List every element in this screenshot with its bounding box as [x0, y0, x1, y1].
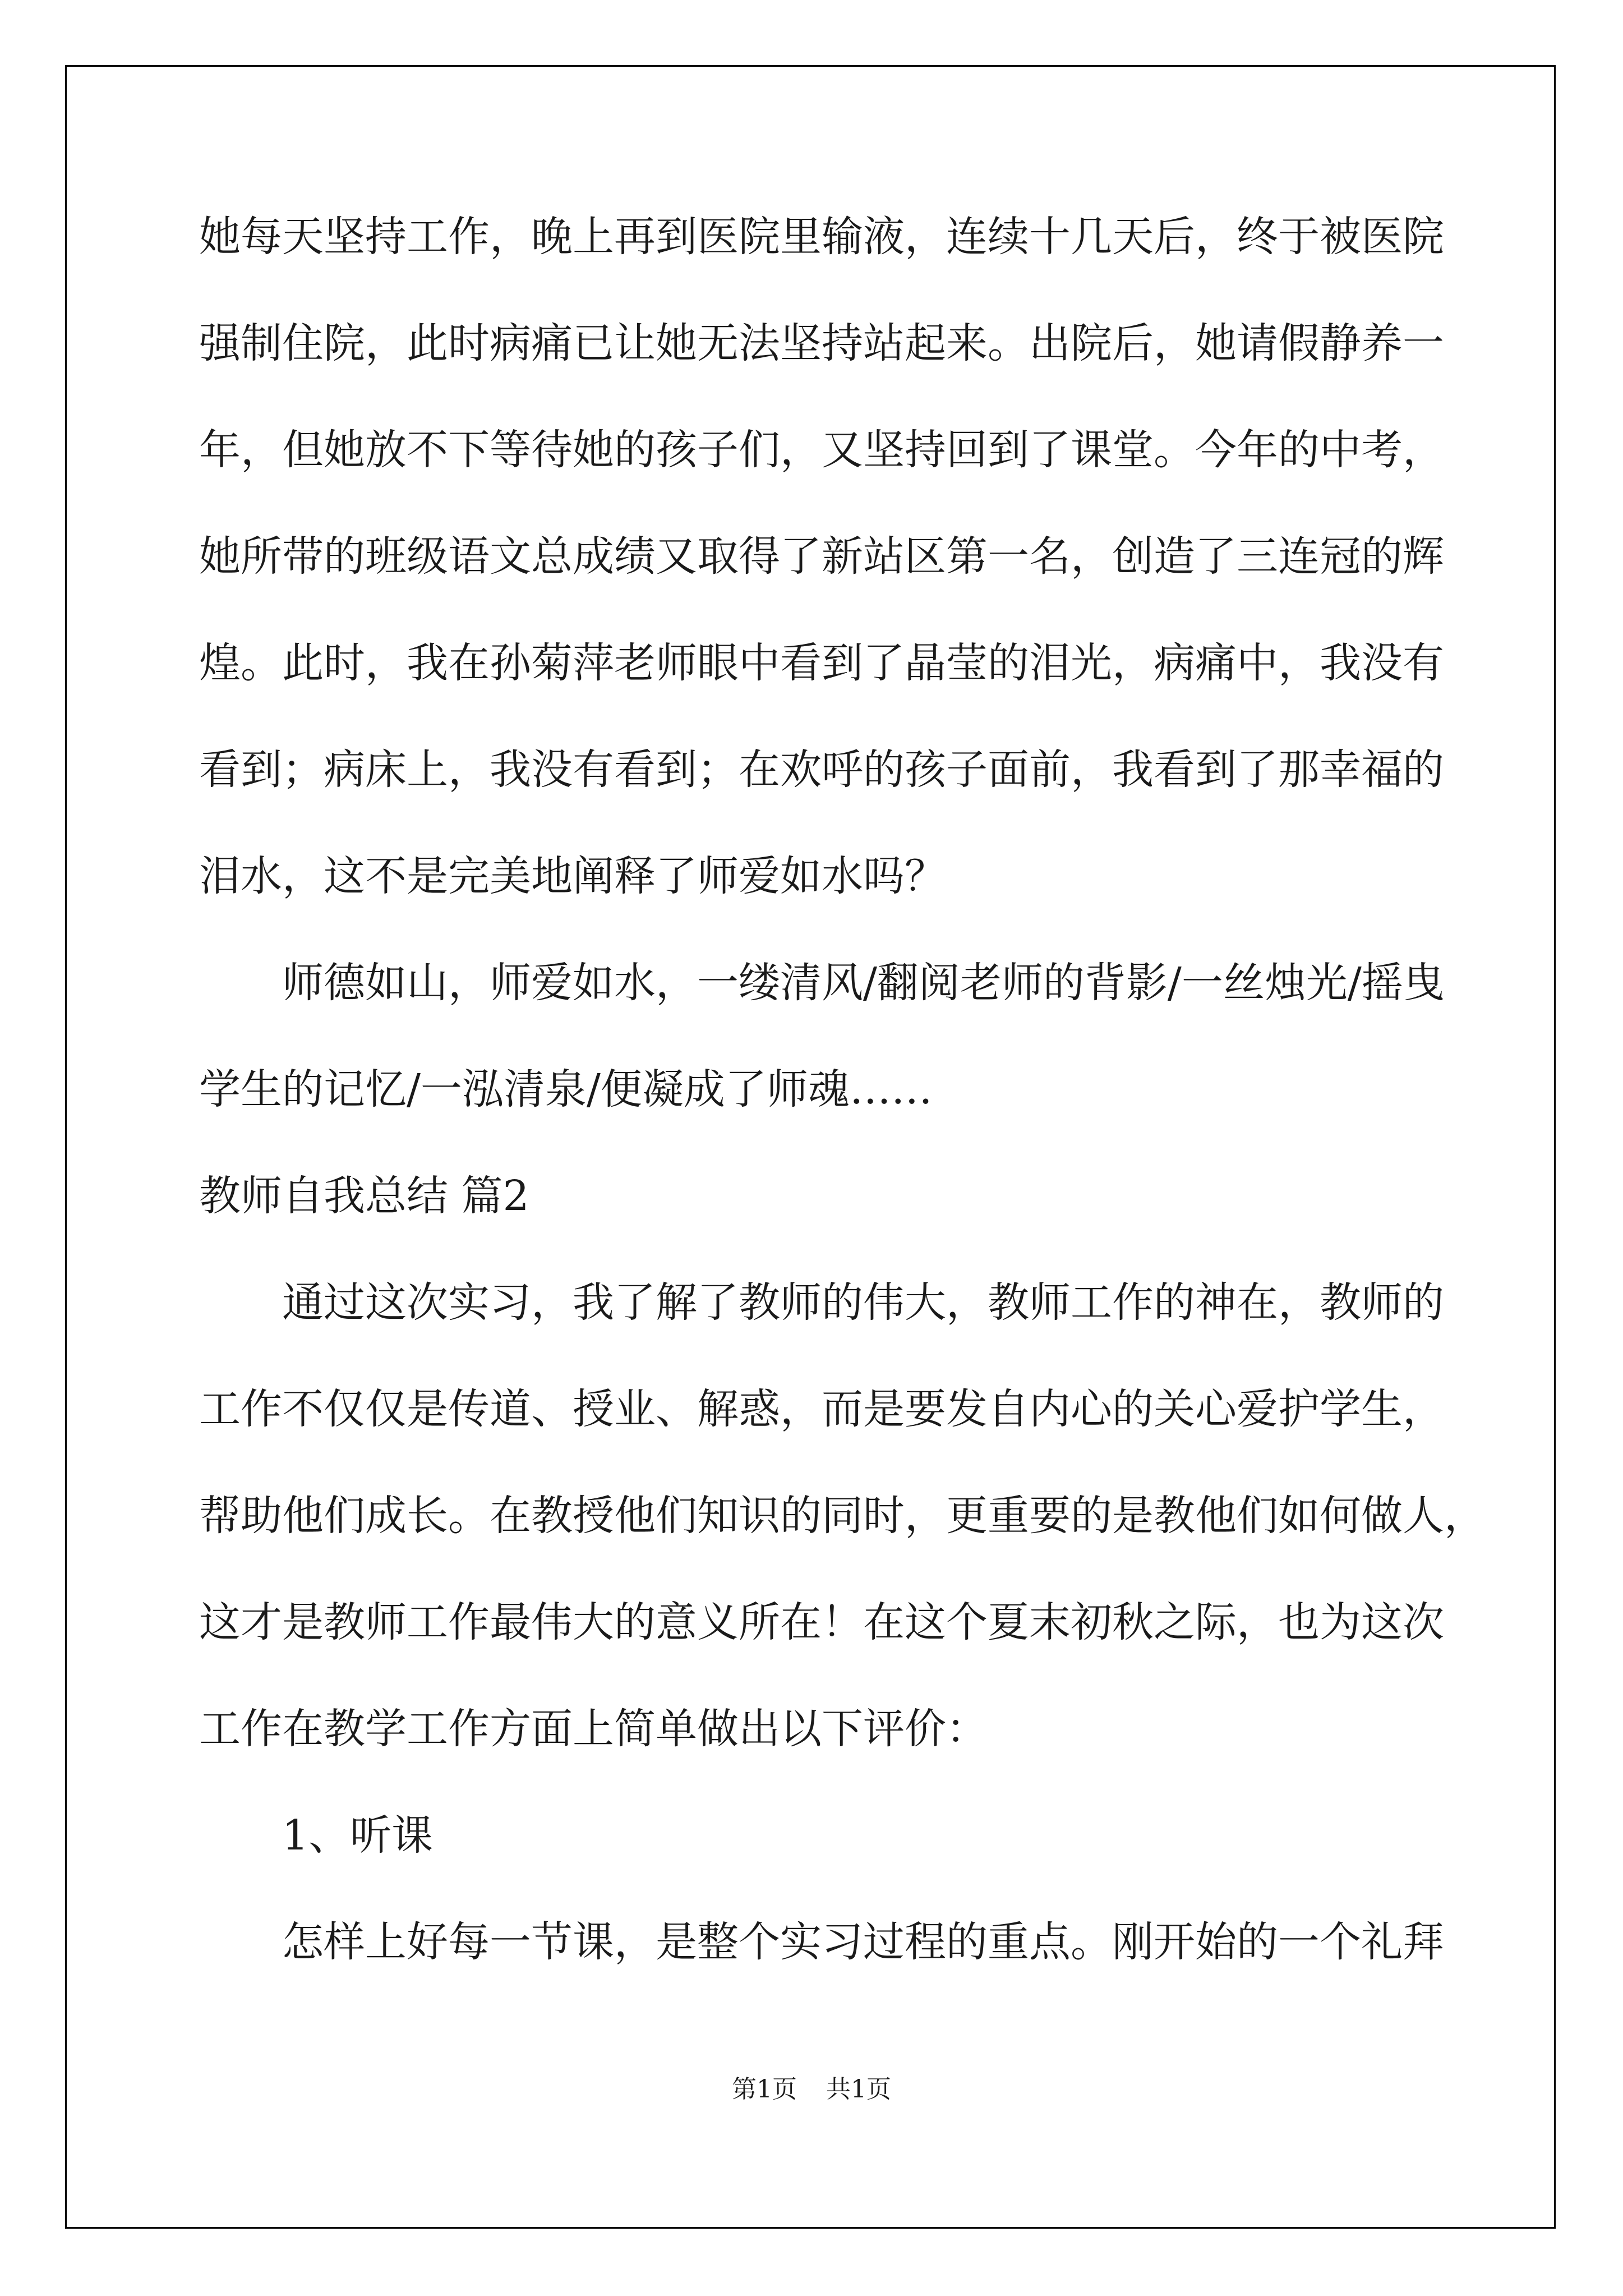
text-line: 帮助他们成长。在教授他们知识的同时，更重要的是教他们如何做人， — [199, 1492, 1486, 1540]
text-line: 师德如山，师爱如水，一缕清风/翻阅老师的背影/一丝烛光/摇曳 — [282, 959, 1445, 1007]
text-line: 通过这次实习，我了解了教师的伟大，教师工作的神在，教师的 — [282, 1278, 1444, 1327]
list-item-heading: 1、听课 — [282, 1811, 434, 1860]
page-number-total: 共1页 — [826, 2075, 891, 2104]
text-line: 煌。此时，我在孙菊萍老师眼中看到了晶莹的泪光，病痛中，我没有 — [199, 639, 1444, 687]
text-line: 她所带的班级语文总成绩又取得了新站区第一名，创造了三连冠的辉 — [199, 532, 1444, 581]
text-line: 她每天坚持工作，晚上再到医院里输液，连续十几天后，终于被医院 — [199, 213, 1444, 261]
text-line: 工作不仅仅是传道、授业、解惑，而是要发自内心的关心爱护学生， — [199, 1385, 1444, 1433]
section-heading: 教师自我总结 篇2 — [199, 1172, 529, 1220]
page-border — [65, 65, 1556, 2229]
text-line: 怎样上好每一节课，是整个实习过程的重点。刚开始的一个礼拜 — [282, 1918, 1444, 1966]
page-footer — [0, 2077, 1623, 2102]
page-number-current: 第1页 — [732, 2075, 797, 2104]
text-line: 学生的记忆/一泓清泉/便凝成了师魂…… — [199, 1065, 933, 1114]
text-line: 工作在教学工作方面上简单做出以下评价： — [199, 1705, 988, 1753]
text-line: 年，但她放不下等待她的孩子们，又坚持回到了课堂。今年的中考， — [199, 426, 1444, 474]
text-line: 这才是教师工作最伟大的意义所在！在这个夏末初秋之际，也为这次 — [199, 1598, 1444, 1646]
text-line: 强制住院，此时病痛已让她无法坚持站起来。出院后，她请假静养一 — [199, 319, 1444, 367]
text-line: 看到；病床上，我没有看到；在欢呼的孩子面前，我看到了那幸福的 — [199, 746, 1444, 794]
text-line: 泪水，这不是完美地阐释了师爱如水吗？ — [199, 852, 946, 900]
